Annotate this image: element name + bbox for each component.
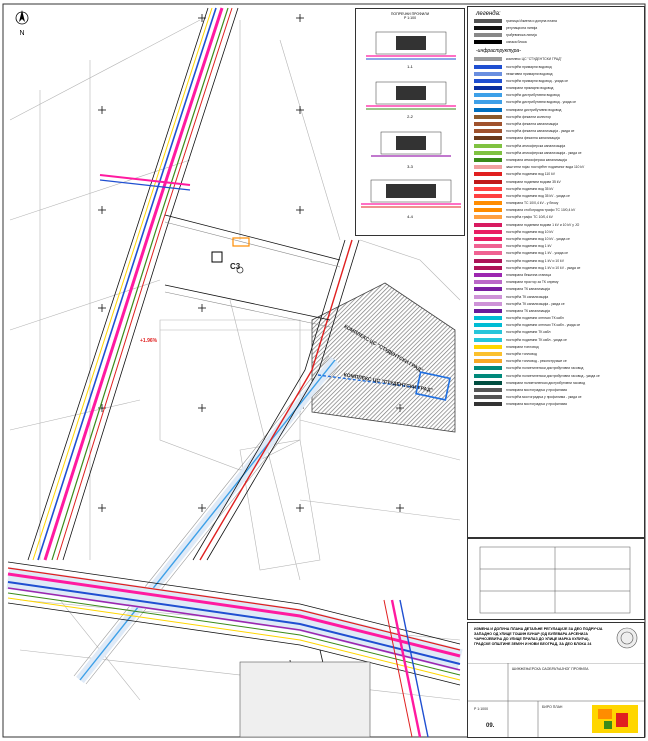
- legend-swatch-icon: [474, 115, 502, 119]
- legend-item-label: постојећа фекална канализација: [506, 122, 558, 127]
- legend-item: [468, 39, 644, 46]
- legend-swatch-icon: [474, 100, 502, 104]
- svg-text:4-4: 4-4: [407, 214, 413, 219]
- cross-sections-panel: [355, 8, 465, 236]
- legend-swatch-icon: [474, 194, 502, 198]
- legend-item: [468, 185, 644, 192]
- legend-swatch-icon: [474, 79, 502, 83]
- legend-swatch-icon: [474, 72, 502, 76]
- legend-item: [468, 56, 644, 63]
- legend-item-label: постојећи подземни ТК кабл - укида се: [506, 337, 567, 342]
- legend-item: [468, 77, 644, 84]
- legend-item-label: постојећи примарни водовод: [506, 64, 552, 69]
- legend-item: [468, 315, 644, 322]
- legend-item-label: заштитни појас постојећег подземног вода 110 kV: [506, 165, 585, 170]
- legend-item: [468, 149, 644, 156]
- legend-item-label: постојећа ТК канализација - укида се: [506, 301, 565, 306]
- legend-item-label: постојећи подземни оптички ТК кабл - укида се: [506, 323, 581, 328]
- block-marker-icon: [212, 252, 222, 262]
- legend-item: [468, 113, 644, 120]
- legend-item: [468, 235, 644, 242]
- legend-item: [468, 92, 644, 99]
- legend-infra-title: -инфраструктура-: [476, 47, 521, 54]
- legend-item: [468, 250, 644, 257]
- legend-item-label: постојећи дистрибутивни водовод: [506, 93, 560, 98]
- legend-item: [468, 142, 644, 149]
- legend-swatch-icon: [474, 57, 502, 61]
- legend-swatch-icon: [474, 280, 502, 284]
- legend-swatch-icon: [474, 151, 502, 155]
- legend-swatch-icon: [474, 230, 502, 234]
- legend-base-list: [468, 17, 644, 46]
- legend-item: [468, 372, 644, 379]
- legend-swatch-icon: [474, 402, 502, 406]
- legend-item-label: постојећа мостоградња у профилима - укида се: [506, 395, 582, 400]
- legend-swatch-icon: [474, 19, 502, 23]
- legend-swatch-icon: [474, 395, 502, 399]
- legend-item: [468, 257, 644, 264]
- legend-item-label: планирани примарни водовод: [506, 86, 554, 91]
- legend-item-label: планирана атмосферска канализација: [506, 157, 567, 162]
- profile-2: [366, 82, 456, 119]
- legend-item: [468, 365, 644, 372]
- legend-item: [468, 99, 644, 106]
- north-label: N: [19, 30, 25, 37]
- legend-swatch-icon: [474, 201, 502, 205]
- legend-item-label: постојећи подземни оптички ТК кабл: [506, 316, 564, 321]
- approval-box: [467, 538, 645, 620]
- legend-item-label: планирани топловод: [506, 344, 539, 349]
- legend-item: [468, 228, 644, 235]
- legend-item: [468, 63, 644, 70]
- legend-item: [468, 31, 644, 38]
- legend-item-label: постојећи примарни водовод - укида се: [506, 78, 569, 83]
- legend-item: [468, 336, 644, 343]
- legend-swatch-icon: [474, 323, 502, 327]
- legend-swatch-icon: [474, 338, 502, 342]
- legend-item: [468, 156, 644, 163]
- legend-item-label: ознака блока: [506, 40, 527, 45]
- legend-item: [468, 221, 644, 228]
- legend-swatch-icon: [474, 374, 502, 378]
- legend-item: [468, 307, 644, 314]
- legend-swatch-icon: [474, 129, 502, 133]
- legend-swatch-icon: [474, 259, 502, 263]
- elevation-label: +1.96%: [140, 338, 158, 344]
- legend-swatch-icon: [474, 244, 502, 248]
- legend-item: [468, 192, 644, 199]
- legend-item: [468, 264, 644, 271]
- legend-swatch-icon: [474, 93, 502, 97]
- legend-item-label: постојећи подземни вод 35 kV - укида се: [506, 193, 570, 198]
- legend-swatch-icon: [474, 237, 502, 241]
- legend-item-label: постојећа трафо ТС 10/0,4 kV: [506, 215, 553, 220]
- profile-3: [371, 132, 451, 169]
- legend-item-label: постојећи топловод - реконструише се: [506, 359, 567, 364]
- complex-label-2: КОМПЛЕКС ЦС "СТУДЕНТСКИ ГРАД": [343, 372, 434, 394]
- legend-item: [468, 358, 644, 365]
- legend-swatch-icon: [474, 388, 502, 392]
- legend-swatch-icon: [474, 180, 502, 184]
- legend-item-label: планирана стобоградна трафо ТС 10/0,4 kV: [506, 208, 576, 213]
- legend-swatch-icon: [474, 273, 502, 277]
- legend-item: [468, 207, 644, 214]
- legend-item-label: постојећи подземни вод 1 kV и 10 kV - укида се: [506, 265, 581, 270]
- organization-name: БИРО ПЛАН: [542, 705, 563, 709]
- legend-item: [468, 164, 644, 171]
- legend-item-label: постојећи подземни вод 35 kV: [506, 186, 554, 191]
- legend-item: [468, 243, 644, 250]
- legend-swatch-icon: [474, 330, 502, 334]
- profile-4: [361, 180, 461, 219]
- legend-swatch-icon: [474, 309, 502, 313]
- legend-item-label: планирани полиетиленски дистрибутивни гасовод: [506, 380, 586, 385]
- legend-item-label: комплекс ЦС "СТУДЕНТСКИ ГРАД": [506, 57, 562, 62]
- cross-section-drawings: [356, 20, 464, 225]
- legend-swatch-icon: [474, 158, 502, 162]
- legend-swatch-icon: [474, 366, 502, 370]
- svg-text:3-3: 3-3: [407, 164, 413, 169]
- legend-item: [468, 128, 644, 135]
- legend-item-label: планирана ТС 10/0,4 kV - у блоку: [506, 201, 559, 206]
- legend-item-label: планирани подземни водови 35 kV: [506, 179, 561, 184]
- legend-swatch-icon: [474, 40, 502, 44]
- legend-panel: [467, 6, 645, 538]
- profile-1: [366, 32, 456, 69]
- legend-item: [468, 386, 644, 393]
- legend-item-label: постојећи фекални колектор: [506, 114, 551, 119]
- legend-item: [468, 17, 644, 24]
- legend-swatch-icon: [474, 287, 502, 291]
- legend-item-label: постојећи подземни вод 1 kV: [506, 244, 552, 249]
- legend-item-label: планирана фекална канализација: [506, 136, 560, 141]
- legend-item: [468, 271, 644, 278]
- legend-item: [468, 200, 644, 207]
- legend-item: [468, 379, 644, 386]
- legend-item: [468, 343, 644, 350]
- title-block: [467, 622, 645, 738]
- legend-item-label: постојећи дистрибутивни водовод - укида се: [506, 100, 577, 105]
- legend-swatch-icon: [474, 316, 502, 320]
- legend-swatch-icon: [474, 302, 502, 306]
- legend-title: легенда:: [476, 11, 501, 17]
- block-label: C3: [230, 262, 241, 271]
- legend-item-label: граница Измена и допуна плана: [506, 18, 557, 23]
- legend-swatch-icon: [474, 381, 502, 385]
- legend-item: [468, 178, 644, 185]
- legend-item: [468, 279, 644, 286]
- legend-item: [468, 286, 644, 293]
- legend-item: [468, 401, 644, 408]
- legend-item-label: постојећа фекална канализација - укида се: [506, 129, 575, 134]
- legend-item-label: грађевинска линија: [506, 32, 537, 37]
- sections-subtitle: Р 1:100: [403, 16, 417, 20]
- legend-item-label: планирана мостоградња у профилима: [506, 387, 567, 392]
- legend-item-label: постојећа атмосферска канализација - укида се: [506, 150, 582, 155]
- legend-swatch-icon: [474, 295, 502, 299]
- legend-item: [468, 394, 644, 401]
- legend-swatch-icon: [474, 86, 502, 90]
- legend-swatch-icon: [474, 65, 502, 69]
- legend-swatch-icon: [474, 33, 502, 37]
- legend-item-label: постојећи подземни ТК кабл: [506, 330, 551, 335]
- legend-item: [468, 120, 644, 127]
- legend-item-label: постојећи подземни вод 10 kV - укида се: [506, 237, 570, 242]
- legend-item-label: планирана бежична станица: [506, 272, 552, 277]
- north-arrow-icon: [14, 8, 30, 38]
- legend-item-label: планирана ТК канализација: [506, 308, 550, 313]
- sheet-title: ШИНЖЕЊЕРСКА САОБРАЋАЈНОГ ПРОФИЛА: [512, 667, 589, 671]
- legend-swatch-icon: [474, 26, 502, 30]
- legend-item-label: регулациона линија: [506, 25, 538, 30]
- legend-swatch-icon: [474, 215, 502, 219]
- legend-item-label: постојећи полиетиленски дистрибутивни гасовод: [506, 366, 584, 371]
- legend-item-label: постојећи подземни вод 10 kV: [506, 229, 554, 234]
- legend-swatch-icon: [474, 172, 502, 176]
- legend-item: [468, 293, 644, 300]
- legend-item: [468, 329, 644, 336]
- legend-swatch-icon: [474, 345, 502, 349]
- legend-item-label: постојећи подземни вод 110 kV: [506, 172, 556, 177]
- sheet-number: 09.: [486, 723, 495, 729]
- legend-swatch-icon: [474, 122, 502, 126]
- legend-item: [468, 85, 644, 92]
- legend-item-label: постојећа ТК канализација: [506, 294, 549, 299]
- legend-swatch-icon: [474, 144, 502, 148]
- legend-item: [468, 300, 644, 307]
- plan-title: ИЗМЕНА И ДОПУНА ПЛАНА ДЕТАЉНЕ РЕГУЛАЦИЈЕ ЗА ДЕО ПОДРУЧЈА ЗАПАДНО ОД УЛИЦЕ ТОШИН БУНАР (ОД БУЛЕВАРА АРСЕНИЈА ЧАРНОЈЕВИЋА ДО УЛИЦЕ ПРИЛАЗ ДО УЛИЦЕ МАРКА КУЛИЋА), ГРАДСКЕ ОПШТИНЕ ЗЕМУН И НОВИ БЕОГРАД, ЗА ДЕО БЛОКА 24: [474, 627, 603, 646]
- sections-title: ПОПРЕЧНИ ПРОФИЛИ: [390, 12, 430, 16]
- legend-item: [468, 171, 644, 178]
- legend-item-label: постојећа атмосферска канализација: [506, 143, 566, 148]
- legend-item: [468, 214, 644, 221]
- legend-item: [468, 70, 644, 77]
- legend-item: [468, 350, 644, 357]
- legend-item-label: планирани простор за ТК опрему: [506, 280, 559, 285]
- legend-swatch-icon: [474, 223, 502, 227]
- legend-swatch-icon: [474, 359, 502, 363]
- legend-item: [468, 106, 644, 113]
- legend-item-label: постојећи подземни вод 1 kV - укида се: [506, 251, 568, 256]
- legend-swatch-icon: [474, 208, 502, 212]
- legend-item-label: планирана мостоградња у профилима: [506, 402, 567, 407]
- legend-swatch-icon: [474, 266, 502, 270]
- legend-item-label: постојећи полиетиленски дистрибутивни гасовод - укида се: [506, 373, 600, 378]
- legend-item: [468, 322, 644, 329]
- legend-item-label: постојећи подземни вод 1 kV и 10 kV: [506, 258, 564, 263]
- legend-item-label: планирани дистрибутивни водовод: [506, 107, 562, 112]
- legend-item: [468, 135, 644, 142]
- complex-label-1: КОМПЛЕКС ЦС "СТУДЕНТСКИ ГРАД": [342, 323, 425, 375]
- svg-text:2-2: 2-2: [407, 114, 413, 119]
- legend-swatch-icon: [474, 187, 502, 191]
- legend-item: [468, 24, 644, 31]
- legend-swatch-icon: [474, 108, 502, 112]
- legend-item-label: неактивни примарни водовод: [506, 71, 553, 76]
- legend-swatch-icon: [474, 352, 502, 356]
- legend-item-label: планирана ТК канализација: [506, 287, 550, 292]
- svg-text:1-1: 1-1: [407, 64, 413, 69]
- legend-swatch-icon: [474, 165, 502, 169]
- legend-infra-list: [468, 56, 644, 408]
- city-seal-icon: [616, 627, 638, 649]
- legend-swatch-icon: [474, 251, 502, 255]
- legend-item-label: планирани подземни водови 1 kV и 10 kV у ЈО: [506, 222, 580, 227]
- legend-item-label: постојећи топловод: [506, 352, 537, 357]
- sheet-scale: Р 1:1000: [474, 707, 489, 711]
- legend-swatch-icon: [474, 136, 502, 140]
